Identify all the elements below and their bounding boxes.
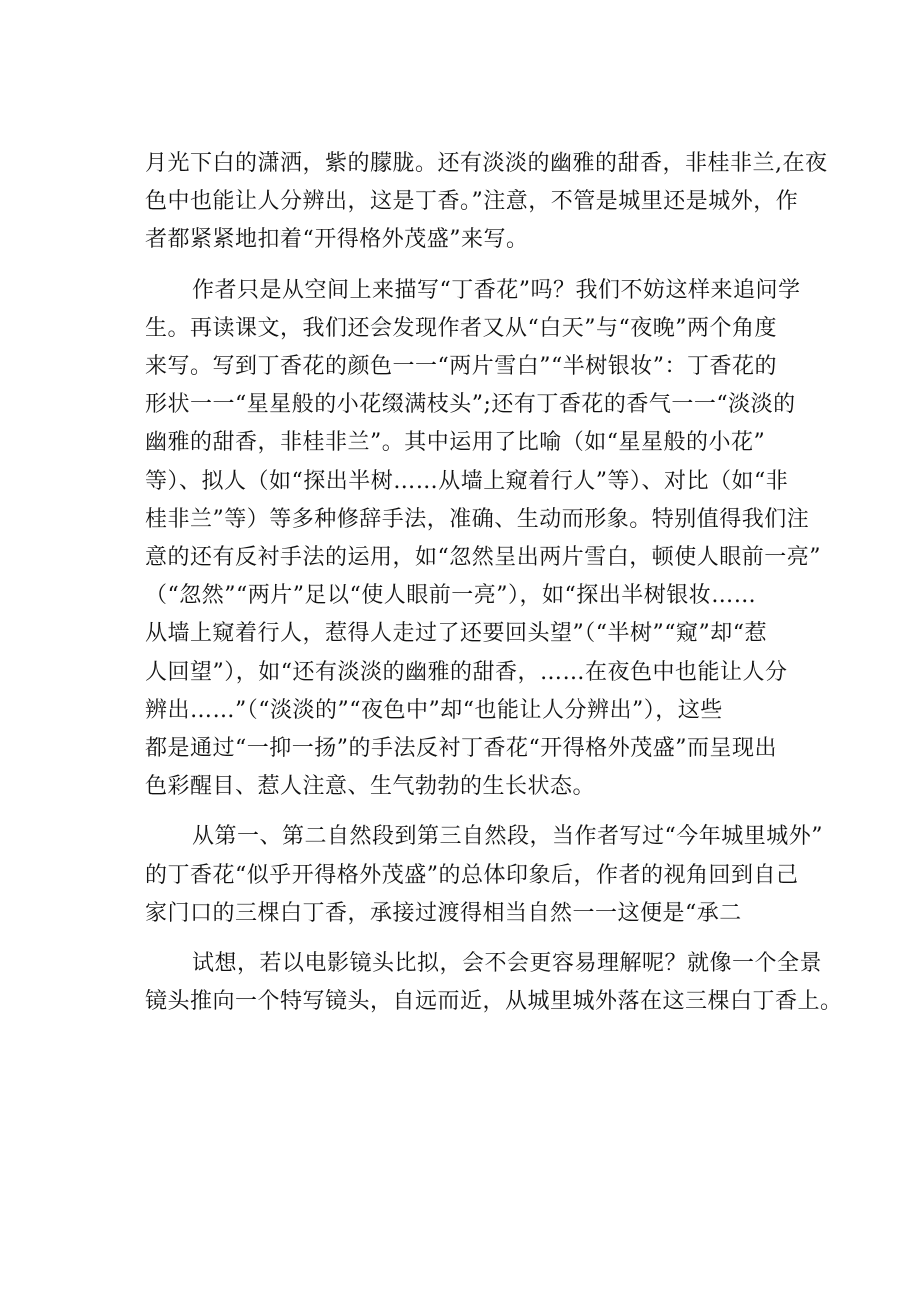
paragraph-4 [145,945,843,1021]
text-line: （“忽然”“两片”足以“使人眼前一亮”），如“探出半树银妆…… [145,583,757,609]
text-line: 从墙上窥着行人，惹得人走过了还要回头望”（“半树”“窥”却“惹 [145,621,767,647]
text-line: 来写。写到丁香花的颜色一一“两片雪白”“半树银妆”：丁香花的 [145,354,777,380]
text-line: 幽雅的甜香，非桂非兰”。其中运用了比喻（如“星星般的小花” [145,430,766,456]
text-line: 色中也能让人分辨出，这是丁香。”注意，不管是城里还是城外，作 [145,189,799,215]
document-page [145,145,843,1021]
text-line: 的丁香花“似乎开得格外茂盛”的总体印象后，作者的视角回到自己 [145,862,799,888]
text-line: 试想，若以电影镜头比拟，会不会更容易理解呢？就像一个全景 [192,951,823,977]
paragraph-3 [145,818,823,933]
text-line: 色彩醒目、惹人注意、生气勃勃的生长状态。 [145,774,596,800]
paragraph-1 [145,145,828,260]
text-line: 月光下白的潇洒，紫的朦胧。还有淡淡的幽雅的甜香，非桂非兰,在夜 [145,151,828,176]
text-line: 都是通过“一抑一扬”的手法反衬丁香花“开得格外茂盛”而呈现出 [145,736,777,762]
text-line: 作者只是从空间上来描写“丁香花”吗？我们不妨这样来追问学 [192,277,801,303]
text-line: 镜头推向一个特写镜头，自远而近，从城里城外落在这三棵白丁香上。 [145,989,843,1015]
text-line: 者都紧紧地扣着“开得格外茂盛”来写。 [145,227,529,253]
text-line: 生。再读课文，我们还会发现作者又从“白天”与“夜晚”两个角度 [145,315,777,341]
text-line: 形状一一“星星般的小花缀满枝头”;还有丁香花的香气一一“淡淡的 [145,392,796,418]
text-line: 辨出……”（“淡淡的”“夜色中”却“也能让人分辨出”），这些 [145,697,723,723]
text-line: 家门口的三棵白丁香，承接过渡得相当自然一一这便是“承二 [145,900,742,926]
text-line: 桂非兰”等）等多种修辞手法，准确、生动而形象。特别值得我们注 [145,506,810,532]
text-line: 人回望”），如“还有淡淡的幽雅的甜香，……在夜色中也能让人分 [145,659,788,685]
paragraph-2 [145,272,821,807]
text-line: 等）、拟人（如“探出半树……从墙上窥着行人”等）、对比（如“非 [145,468,789,494]
text-line: 意的还有反衬手法的运用，如“忽然呈出两片雪白，顿使人眼前一亮” [145,545,821,571]
text-line: 从第一、第二自然段到第三自然段，当作者写过“今年城里城外” [192,824,823,850]
